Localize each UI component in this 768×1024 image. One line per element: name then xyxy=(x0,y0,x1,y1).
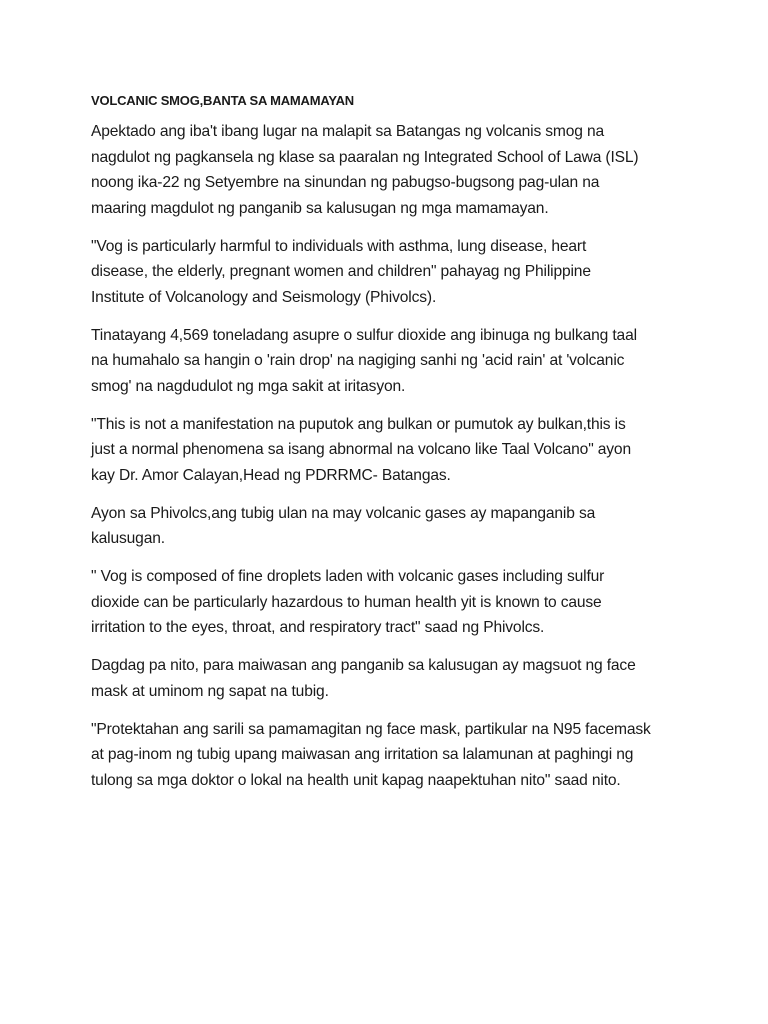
paragraph-line: disease, the elderly, pregnant women and children" pahayag ng Philippine xyxy=(91,263,591,280)
paragraph xyxy=(91,717,691,794)
paragraph-line: kay Dr. Amor Calayan,Head ng PDRRMC- Batangas. xyxy=(91,466,451,484)
paragraph-line: kalusugan. xyxy=(91,530,165,547)
paragraph-line: tulong sa mga doktor o lokal na health unit kapag naapektuhan nito" saad nito. xyxy=(91,771,621,789)
paragraph-line: Tinatayang 4,569 toneladang asupre o sulfur dioxide ang ibinuga ng bulkang taal xyxy=(91,326,637,344)
paragraph-line: "This is not a manifestation na puputok ang bulkan or pumutok ay bulkan,this is xyxy=(91,415,626,433)
paragraph-line: maaring magdulot ng panganib sa kalusugan ng mga mamamayan. xyxy=(91,199,549,217)
paragraph-line: irritation to the eyes, throat, and respiratory tract" saad ng Phivolcs. xyxy=(91,619,545,636)
paragraph xyxy=(91,412,691,489)
paragraph-line: just a normal phenomena sa isang abnormal na volcano like Taal Volcano" ayon xyxy=(91,441,631,458)
paragraph xyxy=(91,323,691,400)
paragraph-line: " Vog is composed of fine droplets laden with volcanic gases including sulfur xyxy=(91,568,605,585)
paragraph-line: nagdulot ng pagkansela ng klase sa paaralan ng Integrated School of Lawa (ISL) xyxy=(91,148,639,166)
paragraph-line: "Vog is particularly harmful to individuals with asthma, lung disease, heart xyxy=(91,237,587,255)
paragraph-line: mask at uminom ng sapat na tubig. xyxy=(91,682,329,700)
paragraph-line: Dagdag pa nito, para maiwasan ang panganib sa kalusugan ay magsuot ng face xyxy=(91,657,636,674)
paragraph-line: "Protektahan ang sarili sa pamamagitan ng face mask, partikular na N95 facemask xyxy=(91,720,651,738)
document-title: VOLCANIC SMOG,BANTA SA MAMAMAYAN xyxy=(91,93,354,108)
paragraph-line: na humahalo sa hangin o 'rain drop' na nagiging sanhi ng 'acid rain' at 'volcanic xyxy=(91,352,625,369)
paragraph-line: Institute of Volcanology and Seismology (Phivolcs). xyxy=(91,288,437,306)
document-body xyxy=(91,92,691,806)
paragraph xyxy=(91,653,691,704)
paragraph xyxy=(91,234,691,311)
paragraph xyxy=(91,119,691,221)
paragraph-line: Apektado ang iba't ibang lugar na malapit sa Batangas ng volcanis smog na xyxy=(91,123,605,140)
paragraph-line: at pag-inom ng tubig upang maiwasan ang irritation sa lalamunan at paghingi ng xyxy=(91,746,634,763)
paragraph xyxy=(91,501,691,552)
paragraph xyxy=(91,564,691,641)
paragraph-line: noong ika-22 ng Setyembre na sinundan ng pabugso-bugsong pag-ulan na xyxy=(91,174,600,191)
paragraph-line: smog' na nagdudulot ng mga sakit at iritasyon. xyxy=(91,377,406,395)
paragraph-line: Ayon sa Phivolcs,ang tubig ulan na may volcanic gases ay mapanganib sa xyxy=(91,504,596,522)
paragraph-line: dioxide can be particularly hazardous to human health yit is known to cause xyxy=(91,593,602,611)
